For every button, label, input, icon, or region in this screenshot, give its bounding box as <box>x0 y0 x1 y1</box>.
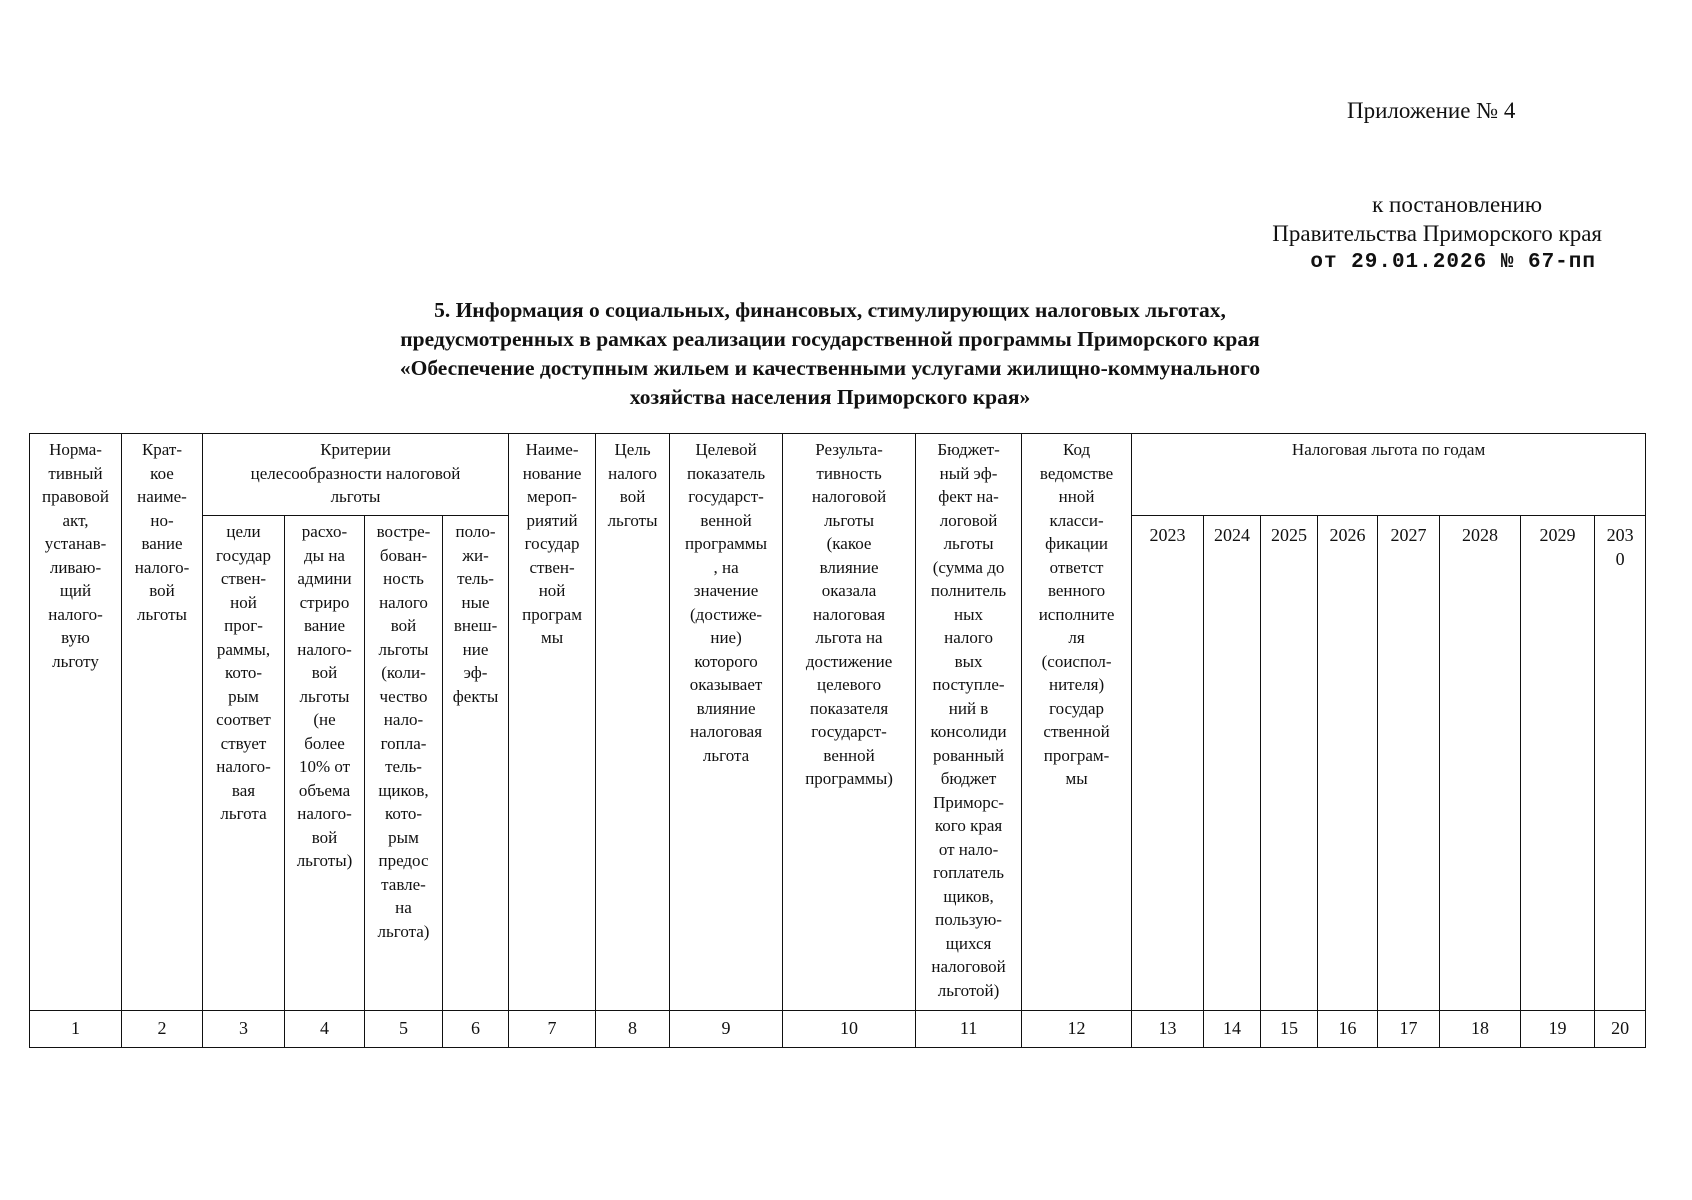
header-criteria-program-goals: цели государ ствен- ной прог- раммы, кото- рым соответ ствует налого- вая льгота <box>203 516 285 1011</box>
decree-reference <box>1272 190 1602 277</box>
column-number: 9 <box>670 1011 783 1048</box>
header-year: 2024 <box>1204 516 1261 1011</box>
decree-line-1: к постановлению <box>1372 192 1542 217</box>
column-number: 15 <box>1261 1011 1318 1048</box>
title-line-2: предусмотренных в рамках реализации государственной программы Приморского края <box>400 327 1260 351</box>
header-criteria-demand: востре- бован- ность налого вой льготы (коли- чество нало- гопла- тель- щиков, кото- рым предос тавле- на льгота) <box>365 516 443 1011</box>
header-year: 2029 <box>1521 516 1595 1011</box>
header-budget-effect: Бюджет- ный эф- фект на- логовой льготы (сумма до полнитель ных налого вых поступле- ний в консолиди рованный бюджет Приморс- кого края от нало- гоплатель щиков, пользую- щихся налоговой льготой) <box>916 434 1022 1011</box>
column-number: 3 <box>203 1011 285 1048</box>
column-number: 1 <box>30 1011 122 1048</box>
tax-benefits-table <box>29 433 1646 1048</box>
header-year: 2027 <box>1378 516 1440 1011</box>
column-number: 20 <box>1595 1011 1646 1048</box>
header-benefit-goal: Цель налого вой льготы <box>596 434 670 1011</box>
column-number: 11 <box>916 1011 1022 1048</box>
header-short-name: Крат- кое наиме- но- вание налого- вой льготы <box>122 434 203 1011</box>
header-activities: Наиме- нование мероп- риятий государ ствен- ной програм мы <box>509 434 596 1011</box>
decree-date-stamp: от 29.01.2026 № 67-пп <box>1310 251 1596 274</box>
header-criteria-external-effects: поло- жи- тель- ные внеш- ние эф- фекты <box>443 516 509 1011</box>
document-title <box>300 296 1360 412</box>
header-effectiveness: Результа- тивность налоговой льготы (какое влияние оказала налоговая льгота на достижение целевого показателя государст- венной программы) <box>783 434 916 1011</box>
title-line-1: 5. Информация о социальных, финансовых, стимулирующих налоговых льготах, <box>434 298 1226 322</box>
header-year: 2026 <box>1318 516 1378 1011</box>
column-number: 10 <box>783 1011 916 1048</box>
appendix-label: Приложение № 4 <box>1347 98 1516 123</box>
column-number: 2 <box>122 1011 203 1048</box>
column-number: 4 <box>285 1011 365 1048</box>
header-criteria: Критерии целесообразности налоговой льготы <box>203 434 509 516</box>
decree-line-2: Правительства Приморского края <box>1272 221 1602 246</box>
column-number: 12 <box>1022 1011 1132 1048</box>
header-target-indicator: Целевой показатель государст- венной программы , на значение (достиже- ние) которого оказывает влияние налоговая льгота <box>670 434 783 1011</box>
column-number: 18 <box>1440 1011 1521 1048</box>
column-number: 8 <box>596 1011 670 1048</box>
column-number: 7 <box>509 1011 596 1048</box>
column-number: 13 <box>1132 1011 1204 1048</box>
header-year: 203 0 <box>1595 516 1646 1011</box>
header-criteria-admin-costs: расхо- ды на админи стриро вание налого- вой льготы (не более 10% от объема налого- вой льготы) <box>285 516 365 1011</box>
header-legal-act: Норма- тивный правовой акт, устанав- ливаю- щий налого- вую льготу <box>30 434 122 1011</box>
header-year: 2025 <box>1261 516 1318 1011</box>
column-number: 14 <box>1204 1011 1261 1048</box>
column-number-row <box>30 1011 1646 1048</box>
header-year: 2028 <box>1440 516 1521 1011</box>
header-year: 2023 <box>1132 516 1204 1011</box>
header-benefit-by-years: Налоговая льгота по годам <box>1132 434 1646 516</box>
title-line-3: «Обеспечение доступным жильем и качественными услугами жилищно-коммунального <box>399 356 1261 380</box>
column-number: 16 <box>1318 1011 1378 1048</box>
column-number: 6 <box>443 1011 509 1048</box>
table-header-row <box>30 434 1646 516</box>
header-department-code: Код ведомстве нной класси- фикации ответст венного исполните ля (соиспол- нителя) государ ственной програм- мы <box>1022 434 1132 1011</box>
column-number: 17 <box>1378 1011 1440 1048</box>
title-line-4: хозяйства населения Приморского края» <box>629 385 1031 409</box>
column-number: 5 <box>365 1011 443 1048</box>
column-number: 19 <box>1521 1011 1595 1048</box>
